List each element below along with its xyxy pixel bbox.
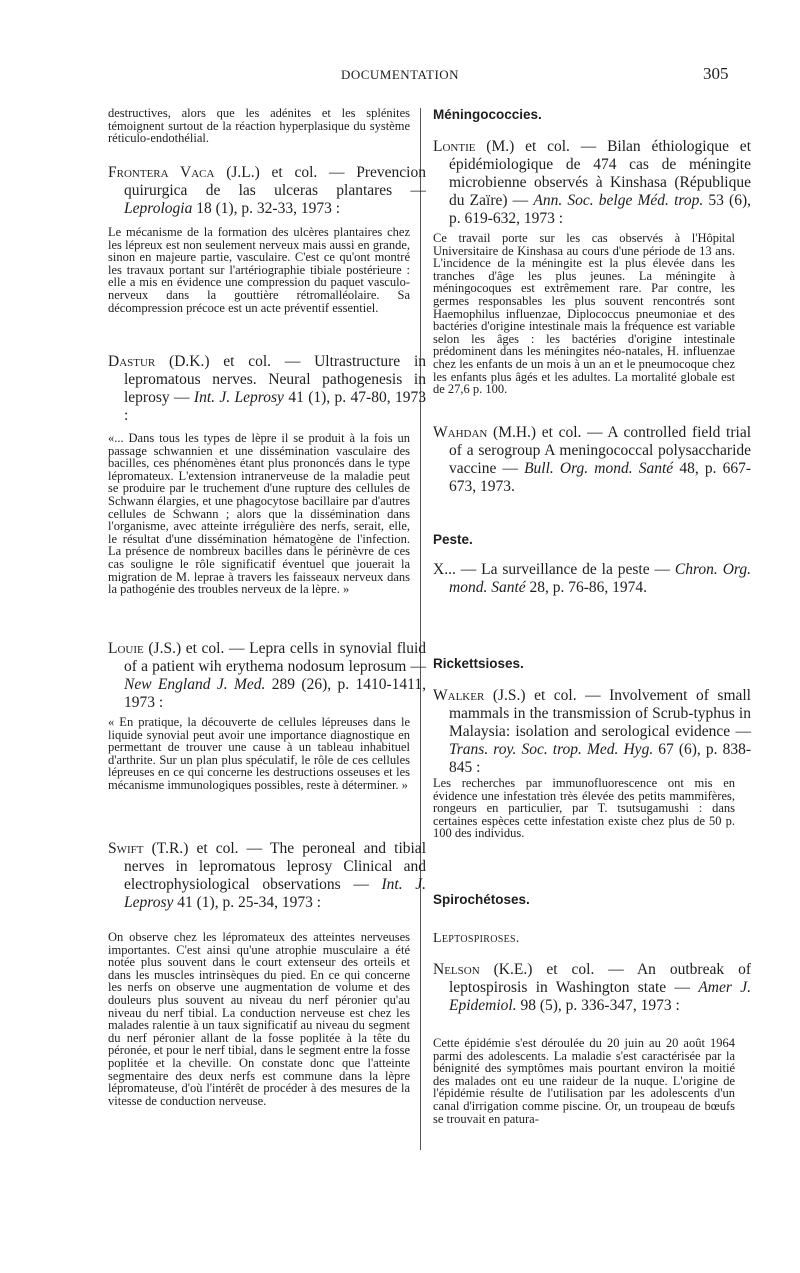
abstract-nelson: Cette épidémie s'est déroulée du 20 juin au 20 août 1964 parmi des adolescents. La maladie s'est caractérisée par la bénignité des symptômes mais pourtant environ la moitié des malades ont eu une raideur de la nuque. L'origine de l'épidémie résulte de l'utilisation par les adolescents d'un canal d'irrigation comme piscine. Or, un troupeau de bœufs se trouvait en patura- <box>433 1036 735 1126</box>
section-heading-spirochetoses: Spirochétoses. <box>433 892 530 907</box>
citation-walker: Walker (J.S.) et col. — Involvement of small mammals in the transmission of Scrub-typhus in Malaysia: isolation and serological evidence — Trans. roy. Soc. trop. Med. Hyg. 67 (6), p. 838-845 : <box>433 687 751 776</box>
section-heading-meningococcies: Méningococcies. <box>433 107 542 122</box>
citation-journal: Trans. roy. Soc. trop. Med. Hyg. <box>449 741 654 758</box>
citation-author: Louie <box>108 640 144 657</box>
citation-x-peste: X... — La surveillance de la peste — Chron. Org. mond. Santé 28, p. 76-86, 1974. <box>433 561 751 596</box>
citation-frontera-vaca: Frontera Vaca (J.L.) et col. — Prevencion quirurgica de las ulceras plantares — Leprologia 18 (1), p. 32-33, 1973 : <box>108 164 426 217</box>
abstract-swift: On observe chez les lépromateux des atteintes nerveuses importantes. C'est ainsi qu'une atrophie musculaire a été notée plus souvent dans le court extenseur des orteils et dans les muscles intrinsèques du pied. En ce qui concerne les nerfs on observe une augmentation de volume et des douleurs plus souvent au niveau du nerf péronier qu'au niveau du nerf tibial. La conduction nerveuse est chez les malades ralentie à un taux significatif au niveau du segment du nerf péronier allant de la fosse poplitée à la tête du péronée, et pour le nerf tibial, dans le segment entre la fosse poplitée et la cheville. On constate donc que l'atteinte segmentaire des deux nerfs est commune dans la lèpre lépromateuse, d'où l'intérêt de procéder à des mesures de la vitesse de conduction nerveuse. <box>108 930 410 1108</box>
citation-swift: Swift (T.R.) et col. — The peroneal and tibial nerves in lepromatous leprosy Clinical and electrophysiological observations — Int. J. Leprosy 41 (1), p. 25-34, 1973 : <box>108 840 426 911</box>
citation-author: Wahdan <box>433 424 488 441</box>
citation-author: Nelson <box>433 961 480 978</box>
page-number: 305 <box>703 64 729 83</box>
citation-nelson: Nelson (K.E.) et col. — An outbreak of leptospirosis in Washington state — Amer J. Epidemiol. 98 (5), p. 336-347, 1973 : <box>433 961 751 1014</box>
abstract-frontera-vaca: Le mécanisme de la formation des ulcères plantaires chez les lépreux est non seulement nerveux mais aussi en grande, sinon en majeure partie, vasculaire. C'est ce qu'ont montré les travaux portant sur l'artériographie tibiale postérieure : elle a mis en évidence une compression du paquet vasculo-nerveux dans la gouttière rétromalléolaire. Sa décompression précoce est un acte préventif essentiel. <box>108 225 410 315</box>
citation-journal: Int. J. Leprosy <box>124 876 426 911</box>
citation-dastur: Dastur (D.K.) et col. — Ultrastructure in lepromatous nerves. Neural pathogenesis in leprosy — Int. J. Leprosy 41 (1), p. 47-80, 1973 : <box>108 353 426 424</box>
citation-louie: Louie (J.S.) et col. — Lepra cells in synovial fluid of a patient wih erythema nodosum leprosum — New England J. Med. 289 (26), p. 1410-1411, 1973 : <box>108 640 426 711</box>
citation-journal: Int. J. Leprosy <box>193 389 284 406</box>
section-heading-peste: Peste. <box>433 532 473 547</box>
abstract-dastur: «... Dans tous les types de lèpre il se produit à la fois un passage schwannien et une dissémination vasculaire des bacilles, ces phénomènes étant plus prononcés dans le type lépromateux. L'extension intranerveuse de la maladie peut se produire par le truchement d'une rupture des cellules de Schwann élargies, et une phagocytose bacillaire par d'autres cellules de Schwann ; alors que la dissémination dans l'organisme, avec atteinte irrégulière des nerfs, serait, elle, le résultat d'une dissémination hématogène de l'infection. La présence de nombreux bacilles dans le périnèvre de ces cas souligne le rôle significatif éventuel que jouerait la migration de M. leprae à travers les faisseaux nerveux dans la pathogénie des troubles nerveux de la lèpre. » <box>108 431 410 597</box>
abstract-walker: Les recherches par immunofluorescence ont mis en évidence une infestation très élevée des petits mammifères, rongeurs en particulier, par T. tsutsugamushi : dans certaines espèces cette infestation existe chez plus de 50 p. 100 des individus. <box>433 776 735 841</box>
citation-author: Dastur <box>108 353 156 370</box>
citation-journal: Amer J. Epidemiol. <box>449 979 751 1014</box>
citation-author: Lontie <box>433 138 476 155</box>
citation-author: Walker <box>433 687 485 704</box>
section-heading-rickettsioses: Rickettsioses. <box>433 656 524 671</box>
abstract-louie: « En pratique, la découverte de cellules lépreuses dans le liquide synovial peut avoir une importance diagnostique en permettant de trouver une cause à un tableau inhabituel d'arthrite. Sur un plan plus spéculatif, le rôle de ces cellules lépreuses en ce qui concerne les destructions osseuses et les mécanisme immunologiques possibles, reste à déterminer. » <box>108 715 410 792</box>
citation-author: Swift <box>108 840 144 857</box>
citation-journal: Leprologia <box>124 200 193 217</box>
running-header: DOCUMENTATION <box>340 67 460 82</box>
citation-journal: Bull. Org. mond. Santé <box>524 460 674 477</box>
column-divider <box>420 108 421 1150</box>
subsection-heading-leptospiroses: Leptospiroses. <box>433 931 520 946</box>
citation-journal: Chron. Org. mond. Santé <box>449 561 751 596</box>
citation-author: X... <box>433 561 456 578</box>
abstract-lontie: Ce travail porte sur les cas observés à l'Hôpital Universitaire de Kinshasa au cours d'une période de 13 ans. L'incidence de la méningite est la plus élevée dans les tranches d'âge les plus jeunes. La méningite à méningocoques est extrêmement rare. Par contre, les germes responsables les plus souvent rencontrés sont Haemophilus influenzae, Diplococcus pneumoniae et des bactéries d'origine intestinale mais la fréquence est variable selon les âges : les bactéries d'origine intestinale prédominent dans les méningites néo-natales, H. influenzae chez les enfants de un mois à un an et le pneumocoque chez les enfants plus âgés et les adultes. La mortalité globale est de 27,6 p. 100. <box>433 231 735 397</box>
citation-wahdan: Wahdan (M.H.) et col. — A controlled field trial of a serogroup A meningococcal polysaccharide vaccine — Bull. Org. mond. Santé 48, p. 667-673, 1973. <box>433 424 751 495</box>
intro-paragraph: destructives, alors que les adénites et les splénites témoignent surtout de la réaction hyperplasique du système réticulo-endothélial. <box>108 106 410 146</box>
citation-journal: Ann. Soc. belge Méd. trop. <box>533 192 704 209</box>
citation-lontie: Lontie (M.) et col. — Bilan éthiologique et épidémiologique de 474 cas de méningite microbienne observés à Kinshasa (République du Zaïre) — Ann. Soc. belge Méd. trop. 53 (6), p. 619-632, 1973 : <box>433 138 752 227</box>
citation-author: Frontera Vaca <box>108 164 215 181</box>
citation-journal: New England J. Med. <box>124 676 266 693</box>
